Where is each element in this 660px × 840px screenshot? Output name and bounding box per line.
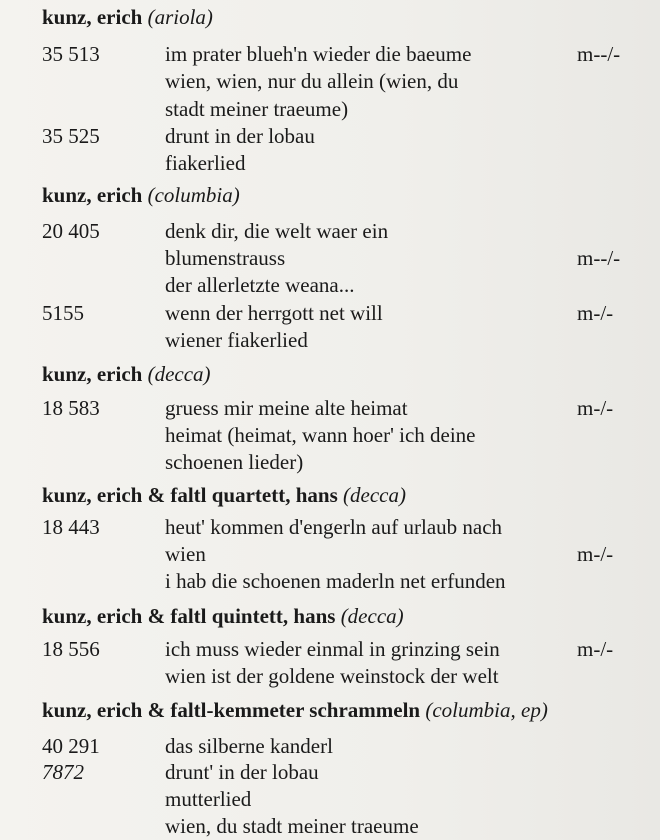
song-title: i hab die schoenen maderln net erfunden — [165, 569, 506, 593]
song-title: heut' kommen d'engerln auf urlaub nach — [165, 515, 503, 539]
entry-heading — [42, 364, 211, 385]
catalog-number: 35 513 — [42, 42, 100, 66]
song-title: ich muss wieder einmal in grinzing sein — [165, 637, 500, 661]
record-label: (decca) — [343, 483, 406, 507]
song-title: drunt in der lobau — [165, 124, 315, 148]
catalog-number: 18 583 — [42, 396, 100, 420]
artist-name: kunz, erich — [42, 362, 143, 386]
artist-name: kunz, erich & faltl quartett, hans — [42, 483, 338, 507]
song-title: das silberne kanderl — [165, 734, 333, 758]
condition-rating: m-/- — [577, 542, 614, 566]
song-title: drunt' in der lobau — [165, 760, 319, 784]
condition-rating: m-/- — [577, 637, 614, 661]
record-label: (decca) — [147, 362, 211, 386]
entry-heading — [42, 700, 548, 721]
entry-heading — [42, 185, 240, 206]
song-title: heimat (heimat, wann hoer' ich deine — [165, 423, 476, 447]
song-title: mutterlied — [165, 787, 252, 811]
catalog-number: 18 443 — [42, 515, 100, 539]
song-title: wien, du stadt meiner traeume — [165, 814, 419, 838]
entry-heading — [42, 7, 213, 28]
song-title: der allerletzte weana... — [165, 273, 355, 297]
catalog-number: 5155 — [42, 301, 84, 325]
artist-name: kunz, erich — [42, 5, 143, 29]
entry-heading — [42, 485, 406, 506]
record-label: (columbia, ep) — [425, 698, 548, 722]
song-title: stadt meiner traeume) — [165, 97, 349, 121]
condition-rating: m--/- — [577, 246, 621, 270]
record-label: (decca) — [340, 604, 404, 628]
song-title: wien, wien, nur du allein (wien, du — [165, 69, 459, 93]
catalog-number: 35 525 — [42, 124, 100, 148]
condition-rating: m-/- — [577, 396, 614, 420]
song-title: fiakerlied — [165, 151, 246, 175]
song-title: im prater blueh'n wieder die baeume — [165, 42, 472, 66]
song-title: wiener fiakerlied — [165, 328, 308, 352]
song-title: gruess mir meine alte heimat — [165, 396, 408, 420]
song-title: wien — [165, 542, 206, 566]
catalog-number: 18 556 — [42, 637, 100, 661]
catalog-number: 7872 — [42, 760, 84, 784]
artist-name: kunz, erich & faltl quintett, hans — [42, 604, 336, 628]
song-title: blumenstrauss — [165, 246, 286, 270]
entry-heading — [42, 606, 404, 627]
song-title: wenn der herrgott net will — [165, 301, 383, 325]
record-label: (ariola) — [147, 5, 213, 29]
condition-rating: m--/- — [577, 42, 621, 66]
catalog-number: 20 405 — [42, 219, 100, 243]
artist-name: kunz, erich — [42, 183, 143, 207]
song-title: wien ist der goldene weinstock der welt — [165, 664, 499, 688]
song-title: schoenen lieder) — [165, 450, 304, 474]
record-label: (columbia) — [147, 183, 240, 207]
song-title: denk dir, die welt waer ein — [165, 219, 389, 243]
catalog-number: 40 291 — [42, 734, 100, 758]
artist-name: kunz, erich & faltl-kemmeter schrammeln — [42, 698, 421, 722]
condition-rating: m-/- — [577, 301, 614, 325]
